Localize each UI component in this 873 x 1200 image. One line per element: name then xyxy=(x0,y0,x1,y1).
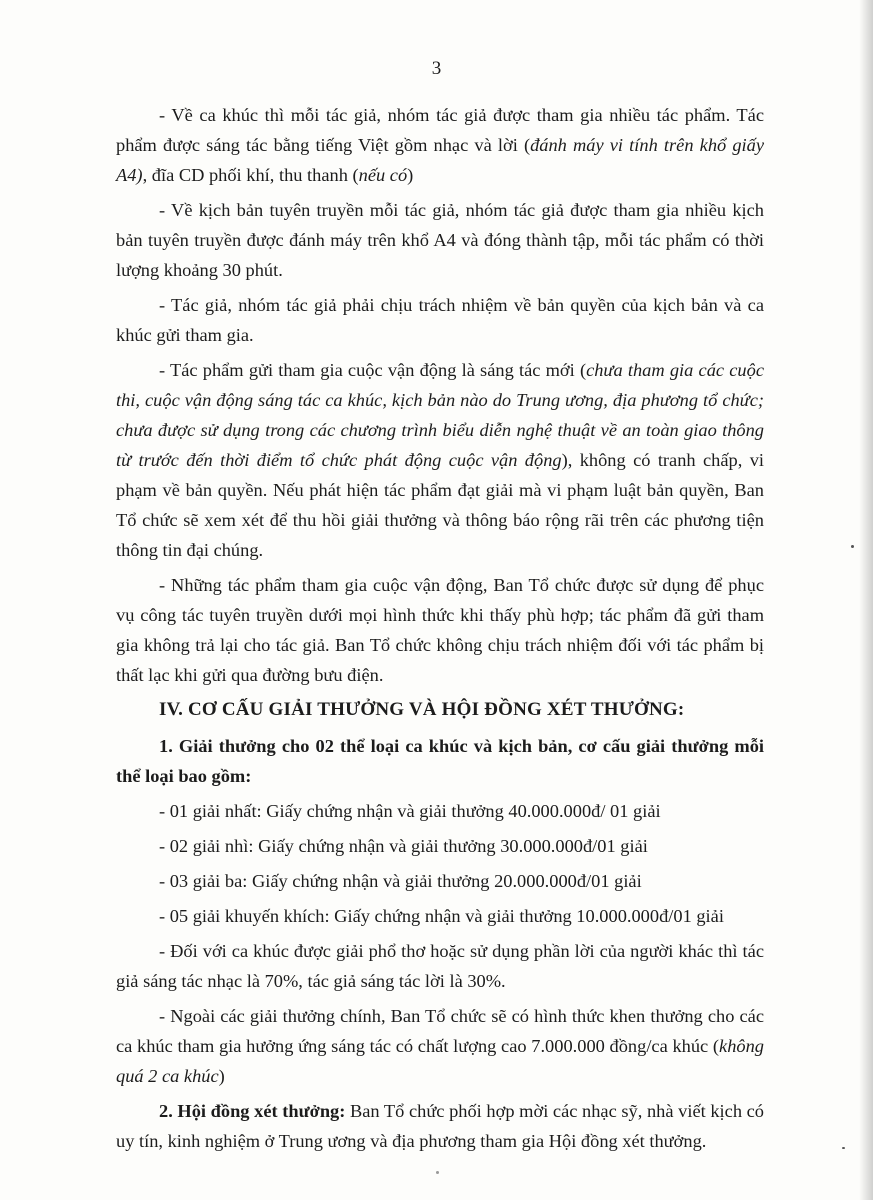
scan-speck xyxy=(436,1171,439,1174)
section-iv-heading: IV. CƠ CẤU GIẢI THƯỞNG VÀ HỘI ĐỒNG XÉT THƯỞNG: xyxy=(159,699,685,720)
jury-subheading: 2. Hội đồng xét thưởng: xyxy=(159,1101,346,1121)
prize-item: - 03 giải ba: Giấy chứng nhận và giải thưởng 20.000.000đ/01 giải xyxy=(159,871,642,891)
prize-item: - 01 giải nhất: Giấy chứng nhận và giải thưởng 40.000.000đ/ 01 giải xyxy=(159,801,661,821)
paragraph-new-works: - Tác phẩm gửi tham gia cuộc vận động là sáng tác mới (chưa tham gia các cuộc thi, cuộc vận động sáng tác ca khúc, kịch bản nào do Trung ương, địa phương tổ chức; chưa được sử dụng trong các chương trình biểu diễn nghệ thuật về an toàn giao thông từ trước đến thời điểm tổ chức phát động cuộc vận động), không có tranh chấp, vi phạm về bản quyền. Nếu phát hiện tác phẩm đạt giải mà vi phạm luật bản quyền, Ban Tổ chức sẽ xem xét để thu hồi giải thưởng và thông báo rộng rãi trên các phương tiện thông tin đại chúng. xyxy=(116,360,764,560)
paragraph-royalty-ratio: - Đối với ca khúc được giải phổ thơ hoặc sử dụng phần lời của người khác thì tác giả sáng tác nhạc là 70%, tác giả sáng tác lời là 30%. xyxy=(116,941,764,991)
scan-speck xyxy=(851,545,854,548)
prize-item: - 02 giải nhì: Giấy chứng nhận và giải thưởng 30.000.000đ/01 giải xyxy=(159,836,648,856)
scan-speck xyxy=(842,1147,845,1149)
paragraph-jury: 2. Hội đồng xét thưởng: Ban Tổ chức phối hợp mời các nhạc sỹ, nhà viết kịch có uy tín, kinh nghiệm ở Trung ương và địa phương tham gia Hội đồng xét thưởng. xyxy=(116,1101,765,1151)
scan-edge-shadow xyxy=(859,0,873,1200)
document-body xyxy=(116,100,764,1161)
page-number: 3 xyxy=(431,58,442,79)
paragraph-copyright-responsibility: - Tác giả, nhóm tác giả phải chịu trách nhiệm về bản quyền của kịch bản và ca khúc gửi tham gia. xyxy=(116,295,764,345)
paragraph-usage-rights: - Những tác phẩm tham gia cuộc vận động, Ban Tổ chức được sử dụng để phục vụ công tác tuyên truyền dưới mọi hình thức khi thấy phù hợp; tác phẩm đã gửi tham gia không trả lại cho tác giả. Ban Tổ chức không chịu trách nhiệm đối với tác phẩm bị thất lạc khi gửi qua đường bưu điện. xyxy=(116,575,764,685)
prize-item: - 05 giải khuyến khích: Giấy chứng nhận và giải thưởng 10.000.000đ/01 giải xyxy=(159,906,724,926)
paragraph-extra-awards: - Ngoài các giải thưởng chính, Ban Tổ chức sẽ có hình thức khen thưởng cho các ca khúc tham gia hưởng ứng sáng tác có chất lượng cao 7.000.000 đồng/ca khúc (không quá 2 ca khúc) xyxy=(116,1006,764,1086)
prize-structure-subheading: 1. Giải thưởng cho 02 thể loại ca khúc và kịch bản, cơ cấu giải thưởng mỗi thể loại bao gồm: xyxy=(116,736,764,786)
paragraph-script-rules: - Về kịch bản tuyên truyền mỗi tác giả, nhóm tác giả được tham gia nhiều kịch bản tuyên truyền được đánh máy trên khổ A4 và đóng thành tập, mỗi tác phẩm có thời lượng khoảng 30 phút. xyxy=(116,200,764,280)
paragraph-song-rules: - Về ca khúc thì mỗi tác giả, nhóm tác giả được tham gia nhiều tác phẩm. Tác phẩm được sáng tác bằng tiếng Việt gồm nhạc và lời (đánh máy vi tính trên khổ giấy A4), đĩa CD phối khí, thu thanh (nếu có) xyxy=(116,105,764,185)
